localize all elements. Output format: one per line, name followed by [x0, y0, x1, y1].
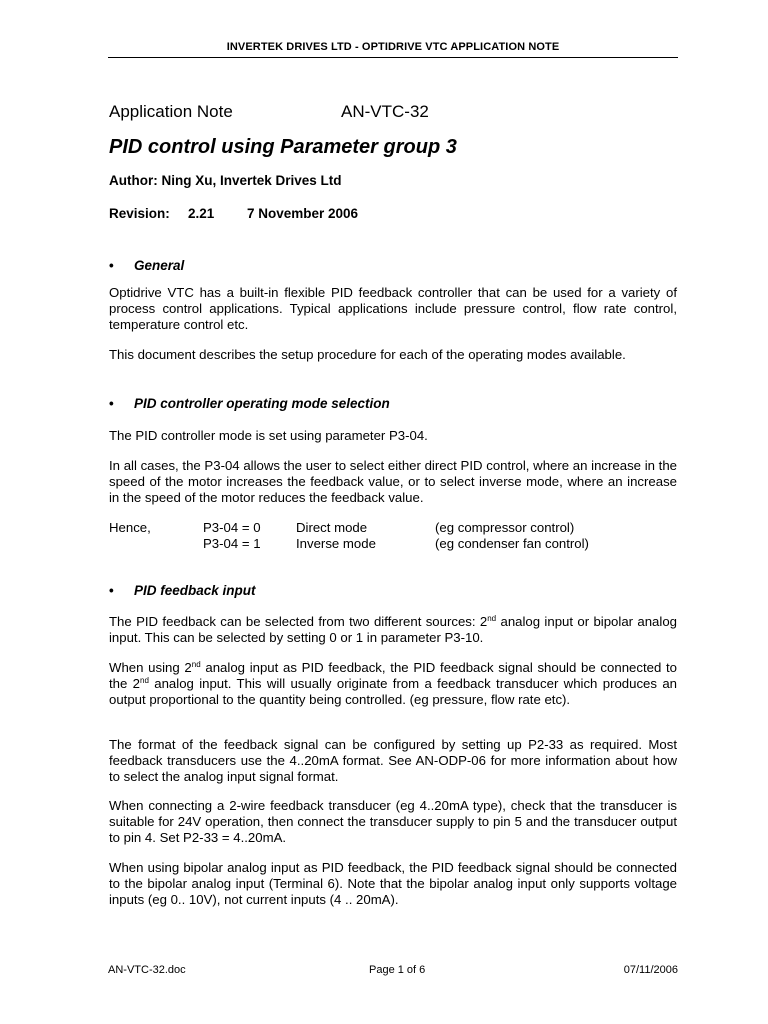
revision-number: 2.21: [188, 206, 215, 221]
paragraph-feedback-analog: When using 2nd analog input as PID feedback, the PID feedback signal should be connected to the 2nd analog input. This will usually originate from a feedback transducer which produces an output proportional to the quantity being controlled. (eg pressure, flow rate etc).: [109, 660, 678, 707]
mode-param: P3-04 = 1: [203, 536, 261, 551]
section-heading-text: General: [134, 258, 185, 273]
paragraph-mode-parameter: The PID controller mode is set using parameter P3-04.: [109, 428, 428, 443]
mode-example: (eg compressor control): [435, 520, 575, 535]
mode-row: [109, 536, 677, 552]
revision-date: 7 November 2006: [247, 206, 359, 221]
mode-name: Inverse mode: [296, 536, 376, 551]
mode-param: P3-04 = 0: [203, 520, 261, 535]
paragraph-feedback-format: The format of the feedback signal can be configured by setting up P2-33 as required. Most feedback transducers use the 4..20mA format. See AN-ODP-06 for more information about how to select the analog input signal format.: [109, 737, 677, 784]
paragraph-mode-description: In all cases, the P3-04 allows the user to select either direct PID control, where an increase in the speed of the motor increases the feedback value, or to select inverse mode, where an increase in the speed of the motor reduces the feedback value.: [109, 458, 677, 505]
running-header: INVERTEK DRIVES LTD - OPTIDRIVE VTC APPLICATION NOTE: [226, 41, 560, 53]
author-line: Author: Ning Xu, Invertek Drives Ltd: [109, 173, 342, 188]
bullet-icon: •: [109, 583, 114, 598]
header-divider: [108, 57, 678, 58]
bullet-icon: •: [109, 396, 114, 411]
paragraph-general-scope: This document describes the setup procedure for each of the operating modes available.: [109, 347, 626, 362]
paragraph-general-intro: Optidrive VTC has a built-in flexible PID feedback controller that can be used for a variety of process control applications. Typical applications include pressure control, flow rate control, temperature control etc.: [109, 285, 677, 332]
hence-label: Hence,: [109, 520, 151, 535]
mode-row: [109, 520, 677, 536]
page-footer: [108, 964, 678, 978]
section-heading-text: PID feedback input: [134, 583, 256, 598]
bullet-icon: •: [109, 258, 114, 273]
mode-name: Direct mode: [296, 520, 368, 535]
mode-example: (eg condenser fan control): [435, 536, 589, 551]
revision-label: Revision:: [109, 206, 170, 221]
paragraph-feedback-wiring: When connecting a 2-wire feedback transducer (eg 4..20mA type), check that the transducer is suitable for 24V operation, then connect the transducer supply to pin 5 and the transducer output to pin 4. Set P2-33 = 4..20mA.: [109, 798, 677, 845]
section-heading-text: PID controller operating mode selection: [134, 396, 390, 411]
footer-date: 07/11/2006: [623, 964, 678, 976]
paragraph-feedback-bipolar: When using bipolar analog input as PID feedback, the PID feedback signal should be connected to the bipolar analog input (Terminal 6). Note that the bipolar analog input only supports voltage inputs (eg 0.. 10V), not current inputs (4 .. 20mA).: [109, 860, 677, 907]
mode-table: [109, 520, 677, 552]
document-title: PID control using Parameter group 3: [109, 136, 457, 158]
footer-page-number: Page 1 of 6: [369, 964, 426, 976]
paragraph-feedback-sources: The PID feedback can be selected from two different sources: 2nd analog input or bipolar analog input. This can be selected by setting 0 or 1 in parameter P3-10.: [109, 614, 677, 645]
footer-filename: AN-VTC-32.doc: [108, 964, 186, 976]
application-note-label: Application Note: [109, 102, 233, 121]
application-note-number: AN-VTC-32: [341, 102, 429, 121]
